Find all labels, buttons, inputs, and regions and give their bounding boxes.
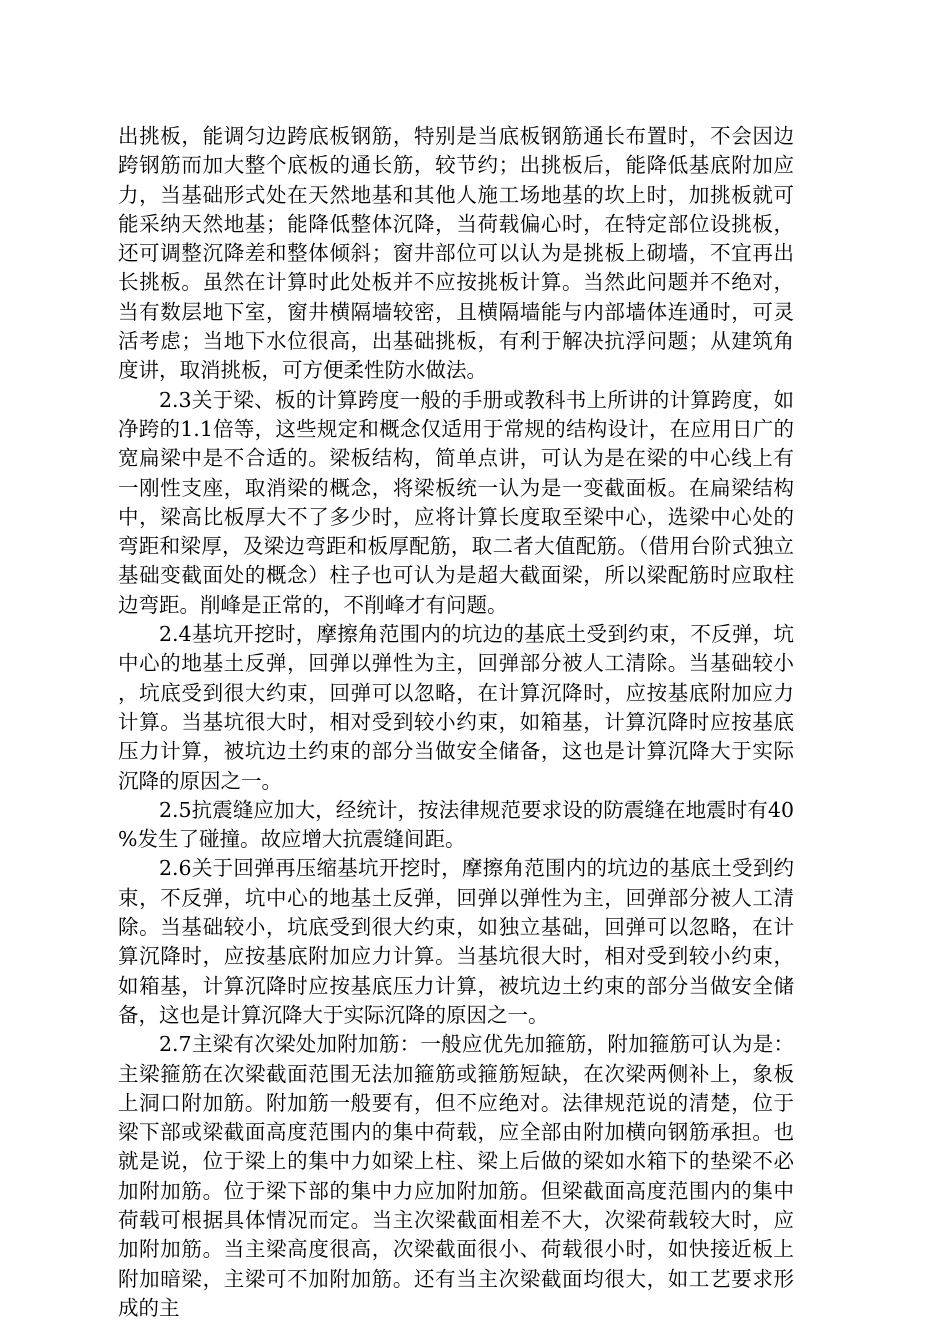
paragraph-2-7-additional-rebar: 2.7主梁有次梁处加附加筋：一般应优先加箍筋，附加箍筋可认为是：主梁箍筋在次梁截面范围无法加箍筋或箍筋短缺，在次梁两侧补上，象板上洞口附加筋。附加筋一般要有，但不应绝对。法律规范说的清楚，位于梁下部或梁截面高度范围内的集中荷载，应全部由附加横向钢筋承担。也就是说，位于梁上的集中力如梁上柱、梁上后做的梁如水箱下的垫梁不必加附加筋。位于梁下部的集中力应加附加筋。但梁截面高度范围内的集中荷载可根据具体情况而定。当主次梁截面相差不大，次梁荷载较大时，应加附加筋。当主梁高度很高，次梁截面很小、荷载很小时，如快接近板上附加暗梁，主梁可不加附加筋。还有当主次梁截面均很大，如工艺要求形成的主 — [118, 1032, 794, 1320]
paragraph-2-3-calculation-span: 2.3关于梁、板的计算跨度一般的手册或教科书上所讲的计算跨度，如净跨的1.1倍等，这些规定和概念仅适用于常规的结构设计，在应用日广的宽扁梁中是不合适的。梁板结构，简单点讲，可认为是在梁的中心线上有一刚性支座，取消梁的概念，将梁板统一认为是一变截面板。在扁梁结构中，梁高比板厚大不了多少时，应将计算长度取至梁中心，选梁中心处的弯距和梁厚，及梁边弯距和板厚配筋，取二者大值配筋。（借用台阶式独立基础变截面处的概念）柱子也可认为是超大截面梁，所以梁配筋时应取柱边弯距。削峰是正常的，不削峰才有问题。 — [118, 387, 794, 617]
document-body — [118, 122, 794, 1323]
paragraph-continuation: 出挑板，能调匀边跨底板钢筋，特别是当底板钢筋通长布置时，不会因边跨钢筋而加大整个底板的通长筋，较节约；出挑板后，能降低基底附加应力，当基础形式处在天然地基和其他人施工场地基的坎上时，加挑板就可能采纳天然地基；能降低整体沉降，当荷载偏心时，在特定部位设挑板，还可调整沉降差和整体倾斜；窗井部位可以认为是挑板上砌墙，不宜再出长挑板。虽然在计算时此处板并不应按挑板计算。当然此问题并不绝对，当有数层地下室，窗井横隔墙较密，且横隔墙能与内部墙体连通时，可灵活考虑；当地下水位很高，出基础挑板，有利于解决抗浮问题；从建筑角度讲，取消挑板，可方便柔性防水做法。 — [118, 124, 794, 383]
paragraph-2-4-foundation-pit: 2.4基坑开挖时，摩擦角范围内的坑边的基底土受到约束，不反弹，坑中心的地基土反弹，回弹以弹性为主，回弹部分被人工清除。当基础较小，坑底受到很大约束，回弹可以忽略，在计算沉降时，应按基底附加应力计算。当基坑很大时，相对受到较小约束，如箱基，计算沉降时应按基底压力计算，被坑边土约束的部分当做安全储备，这也是计算沉降大于实际沉降的原因之一。 — [118, 622, 794, 793]
paragraph-2-6-rebound-recompression: 2.6关于回弹再压缩基坑开挖时，摩擦角范围内的坑边的基底土受到约束，不反弹，坑中心的地基土反弹，回弹以弹性为主，回弹部分被人工清除。当基础较小，坑底受到很大约束，如独立基础，回弹可以忽略，在计算沉降时，应按基底附加应力计算。当基坑很大时，相对受到较小约束，如箱基，计算沉降时应按基底压力计算，被坑边土约束的部分当做安全储备，这也是计算沉降大于实际沉降的原因之一。 — [118, 856, 794, 1027]
paragraph-2-5-seismic-joint: 2.5抗震缝应加大，经统计，按法律规范要求设的防震缝在地震时有40%发生了碰撞。故应增大抗震缝间距。 — [118, 797, 794, 852]
